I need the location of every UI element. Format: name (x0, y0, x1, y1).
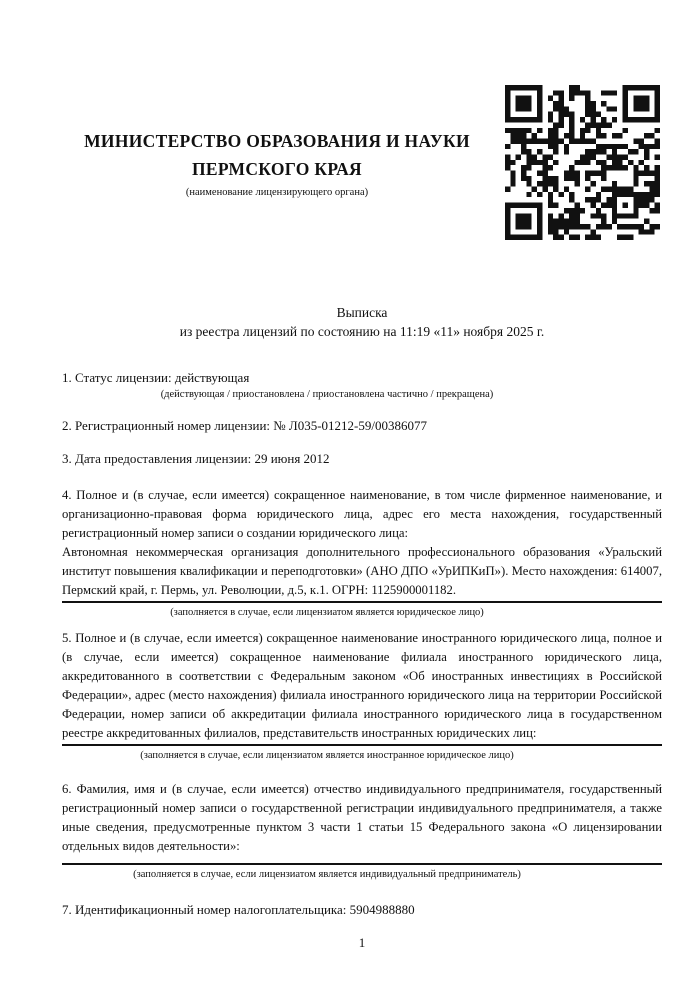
field-registration-number: 2. Регистрационный номер лицензии: № Л035-01212-59/00386077 (62, 418, 428, 433)
field-foreign-entity-label: 5. Полное и (в случае, если имеется) сокращенное наименование иностранного юридического лица, полное и (в случае, если имеется) сокращенное наименование филиала иностранного юридического лица, аккредитованного в соответствии с Федеральным законом «Об иностранных инвестициях в Российской Федерации», адрес (место нахождения) филиала иностранного юридического лица на территории Российской Федерации, номер записи об аккредитации филиала иностранного юридического лица в государственном реестре аккредитованных филиалов, представительств иностранных юридических лиц: (62, 631, 662, 740)
licensing-authority-name-line2: ПЕРМСКОГО КРАЯ (192, 159, 362, 179)
document-header (62, 127, 492, 199)
field-license-status-hint: (действующая / приостановлена / приостановлена частично / прекращена) (160, 389, 494, 400)
field-individual-entrepreneur-label: 6. Фамилия, имя и (в случае, если имеется) отчество индивидуального предпринимателя, государственный регистрационный номер записи о государственной регистрации индивидуального предпринимателя, а также иные сведения, предусмотренные пунктом 3 части 1 статьи 15 Федерального закона «О лицензировании отдельных видов деятельности»: (62, 782, 662, 853)
extract-subtitle: из реестра лицензий по состоянию на 11:19 «11» ноября 2025 г. (179, 324, 545, 339)
legal-entity-separator-rule (62, 601, 662, 603)
field-foreign-entity-hint: (заполняется в случае, если лицензиатом является иностранное юридическое лицо) (140, 750, 514, 761)
field-legal-entity-hint: (заполняется в случае, если лицензиатом является юридическое лицо) (170, 607, 484, 618)
licensing-authority-name-line1: МИНИСТЕРСТВО ОБРАЗОВАНИЯ И НАУКИ (84, 131, 470, 151)
licensing-authority-caption: (наименование лицензирующего органа) (185, 187, 369, 198)
document-body (62, 303, 662, 952)
page-number: 1 (358, 935, 366, 950)
foreign-entity-separator-rule (62, 744, 662, 746)
field-license-status: 1. Статус лицензии: действующая (62, 370, 250, 385)
field-taxpayer-id: 7. Идентификационный номер налогоплательщика: 5904988880 (62, 902, 415, 917)
field-legal-entity-label: 4. Полное и (в случае, если имеется) сокращенное наименование, в том числе фирменное наименование, и организационно-правовая форма юридического лица, адрес его места нахождения, государственный регистрационный номер записи о создании юридического лица: (62, 488, 662, 540)
field-individual-entrepreneur-hint: (заполняется в случае, если лицензиатом является индивидуальный предприниматель) (133, 869, 521, 880)
extract-title: Выписка (336, 305, 388, 320)
extract-title-block (62, 303, 662, 341)
individual-entrepreneur-separator-rule (62, 863, 662, 865)
field-legal-entity-value: Автономная некоммерческая организация дополнительного профессионального образования «Уральский институт повышения квалификации и переподготовки» (АНО ДПО «УрИПКиП»). Место нахождения: 614007, Пермский край, г. Пермь, ул. Революции, д.5, к.1. ОГРН: 1125900001182. (62, 545, 662, 597)
field-grant-date: 3. Дата предоставления лицензии: 29 июня 2012 (62, 451, 330, 466)
qr-code-icon (505, 85, 660, 240)
